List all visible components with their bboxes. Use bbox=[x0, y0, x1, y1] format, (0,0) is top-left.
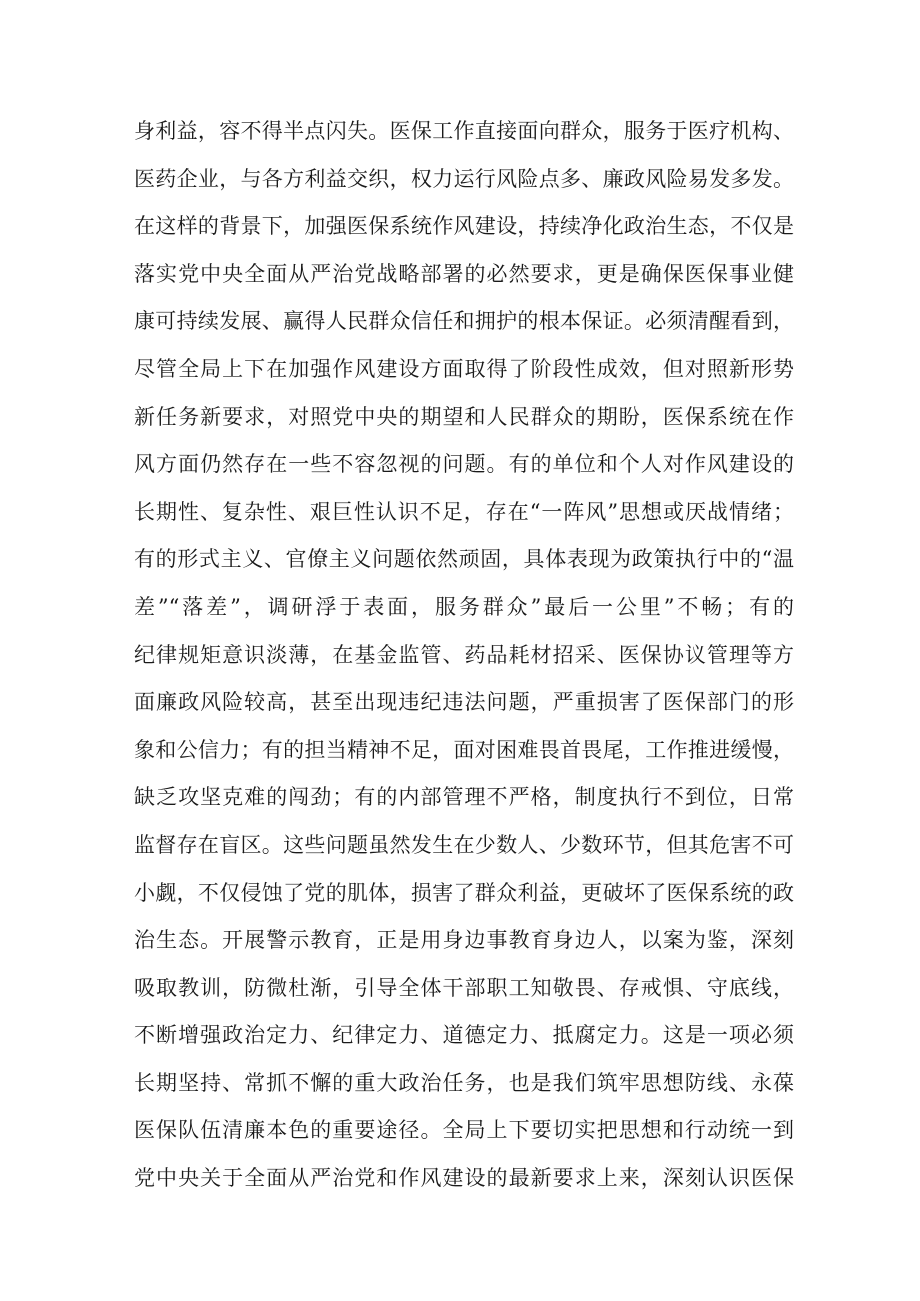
text-line: 面廉政风险较高，甚至出现违纪违法问题，严重损害了医保部门的形 bbox=[134, 690, 794, 715]
text-line: 在这样的背景下，加强医保系统作风建设，持续净化政治生态，不仅是 bbox=[134, 214, 794, 239]
text-line: 落实党中央全面从严治党战略部署的必然要求，更是确保医保事业健 bbox=[134, 261, 794, 286]
text-line: 纪律规矩意识淡薄，在基金监管、药品耗材招采、医保协议管理等方 bbox=[134, 642, 794, 667]
text-line: 小觑，不仅侵蚀了党的肌体，损害了群众利益，更破坏了医保系统的政 bbox=[134, 880, 794, 905]
text-line: 有的形式主义、官僚主义问题依然顽固，具体表现为政策执行中的“温 bbox=[134, 547, 794, 572]
text-line: 党中央关于全面从严治党和作风建设的最新要求上来，深刻认识医保 bbox=[134, 1166, 794, 1191]
text-line: 长期坚持、常抓不懈的重大政治任务，也是我们筑牢思想防线、永葆 bbox=[134, 1070, 794, 1095]
text-line: 医药企业，与各方利益交织，权力运行风险点多、廉政风险易发多发。 bbox=[134, 166, 794, 191]
text-line: 不断增强政治定力、纪律定力、道德定力、抵腐定力。这是一项必须 bbox=[134, 1023, 794, 1048]
text-line: 象和公信力；有的担当精神不足，面对困难畏首畏尾，工作推进缓慢， bbox=[134, 737, 794, 762]
text-line: 吸取教训，防微杜渐，引导全体干部职工知敬畏、存戒惧、守底线， bbox=[134, 975, 794, 1000]
text-line: 风方面仍然存在一些不容忽视的问题。有的单位和个人对作风建设的 bbox=[134, 452, 794, 477]
text-line: 治生态。开展警示教育，正是用身边事教育身边人，以案为鉴，深刻 bbox=[134, 928, 794, 953]
text-line: 差”“落差”，调研浮于表面，服务群众”最后一公里”不畅；有的 bbox=[134, 594, 794, 619]
text-line: 长期性、复杂性、艰巨性认识不足，存在“一阵风”思想或厌战情绪； bbox=[134, 499, 794, 524]
text-line: 尽管全局上下在加强作风建设方面取得了阶段性成效，但对照新形势 bbox=[134, 356, 794, 381]
text-line: 缺乏攻坚克难的闯劲；有的内部管理不严格，制度执行不到位，日常 bbox=[134, 785, 794, 810]
text-line: 新任务新要求，对照党中央的期望和人民群众的期盼，医保系统在作 bbox=[134, 404, 794, 429]
text-line: 康可持续发展、赢得人民群众信任和拥护的根本保证。必须清醒看到， bbox=[134, 309, 794, 334]
text-line: 身利益，容不得半点闪失。医保工作直接面向群众，服务于医疗机构、 bbox=[134, 119, 794, 143]
document-body bbox=[134, 108, 794, 1203]
text-line: 医保队伍清廉本色的重要途径。全局上下要切实把思想和行动统一到 bbox=[134, 1118, 794, 1143]
text-line: 监督存在盲区。这些问题虽然发生在少数人、少数环节，但其危害不可 bbox=[134, 832, 794, 857]
